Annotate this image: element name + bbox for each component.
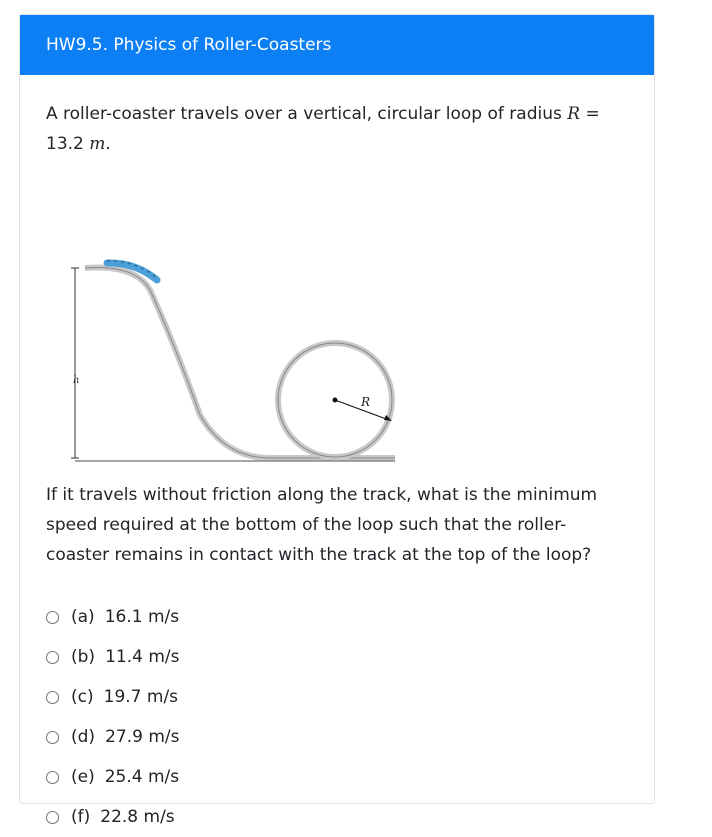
option-e[interactable]: (e) 25.4 m/s xyxy=(46,757,179,797)
option-c[interactable]: (c) 19.7 m/s xyxy=(46,677,179,717)
option-a[interactable]: (a) 16.1 m/s xyxy=(46,597,179,637)
radius-value: 13.2 xyxy=(46,134,84,154)
radius-label: R xyxy=(361,395,371,409)
roller-coaster-diagram xyxy=(65,250,405,480)
radio-button[interactable] xyxy=(46,651,59,664)
option-b[interactable]: (b) 11.4 m/s xyxy=(46,637,179,677)
question-title: HW9.5. Physics of Roller-Coasters xyxy=(20,15,654,75)
answer-options xyxy=(46,597,179,837)
radio-button[interactable] xyxy=(46,771,59,784)
option-f[interactable]: (f) 22.8 m/s xyxy=(46,797,179,837)
option-d[interactable]: (d) 27.9 m/s xyxy=(46,717,179,757)
roller-coaster-figure xyxy=(65,250,405,484)
question-intro: A roller-coaster travels over a vertical, circular loop of radius R = 13.2 m. xyxy=(46,104,600,154)
question-prompt: If it travels without friction along the track, what is the minimum speed required at the bottom of the loop such that the roller- coaster remains in contact with the track at the top of the loop? xyxy=(46,485,598,565)
radio-button[interactable] xyxy=(46,811,59,824)
radio-button[interactable] xyxy=(46,691,59,704)
track-curve xyxy=(85,267,395,458)
radius-unit: m xyxy=(89,134,106,154)
height-label: h xyxy=(73,375,80,386)
question-card xyxy=(19,14,655,827)
radio-button[interactable] xyxy=(46,611,59,624)
radio-button[interactable] xyxy=(46,731,59,744)
equals-sign: = xyxy=(585,104,600,124)
radius-variable: R xyxy=(567,104,581,124)
